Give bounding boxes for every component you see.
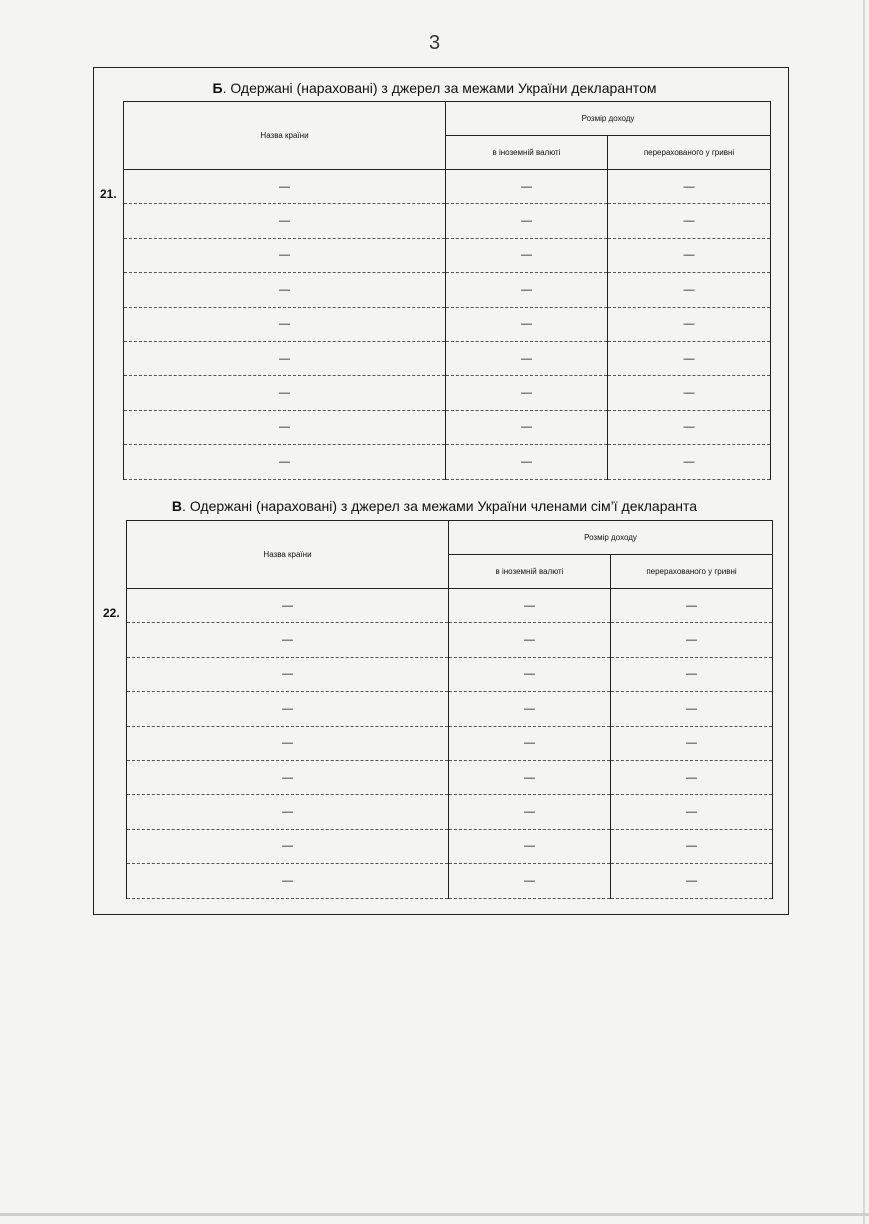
handwritten-dash: —	[524, 599, 535, 612]
handwritten-dash: —	[521, 352, 532, 365]
table-row	[127, 726, 773, 760]
handwritten-dash: —	[282, 599, 293, 612]
country-cell	[124, 445, 446, 479]
handwritten-dash: —	[282, 668, 293, 681]
table-row	[127, 589, 773, 623]
header-income-size: Розмір доходу	[446, 102, 771, 136]
section-b-letter: Б	[212, 80, 223, 96]
handwritten-dash: —	[279, 215, 290, 228]
table-row	[127, 795, 773, 829]
section-b-rows	[124, 170, 771, 480]
handwritten-dash: —	[683, 283, 695, 296]
country-cell	[127, 829, 449, 863]
handwritten-dash: —	[683, 421, 695, 434]
foreign-currency-cell	[446, 170, 608, 204]
foreign-currency-cell	[446, 410, 608, 444]
foreign-currency-cell	[446, 204, 608, 238]
handwritten-dash: —	[521, 318, 532, 331]
uah-cell	[608, 341, 771, 375]
uah-cell	[611, 795, 773, 829]
foreign-currency-cell	[449, 795, 611, 829]
foreign-currency-cell	[449, 692, 611, 726]
header-country: Назва країни	[127, 521, 449, 589]
table-row	[124, 170, 771, 204]
handwritten-dash: —	[524, 668, 535, 681]
uah-cell	[608, 445, 771, 479]
foreign-currency-cell	[449, 657, 611, 691]
uah-cell	[611, 589, 773, 623]
handwritten-dash: —	[683, 387, 695, 400]
section-v-rows	[127, 589, 773, 899]
section-b-table	[123, 101, 771, 480]
foreign-currency-cell	[446, 376, 608, 410]
handwritten-dash: —	[282, 702, 293, 715]
scan-edge	[863, 0, 865, 1224]
table-row	[124, 445, 771, 479]
handwritten-dash: —	[686, 599, 697, 612]
handwritten-dash: —	[521, 180, 532, 193]
uah-cell	[608, 238, 771, 272]
section-v-title	[0, 498, 869, 514]
foreign-currency-cell	[446, 238, 608, 272]
handwritten-dash: —	[282, 840, 293, 853]
foreign-currency-cell	[449, 623, 611, 657]
section-b-title	[0, 80, 869, 96]
header-foreign-currency: в іноземній валюті	[446, 136, 608, 170]
handwritten-dash: —	[683, 352, 695, 365]
handwritten-dash: —	[521, 215, 532, 228]
handwritten-dash: —	[521, 421, 532, 434]
uah-cell	[608, 273, 771, 307]
table-row	[124, 376, 771, 410]
section-v-letter: В	[171, 498, 183, 514]
handwritten-dash: —	[686, 634, 697, 647]
table-row	[124, 307, 771, 341]
handwritten-dash: —	[279, 180, 290, 193]
table-row	[127, 692, 773, 726]
handwritten-dash: —	[282, 737, 293, 750]
handwritten-dash: —	[282, 771, 293, 784]
uah-cell	[608, 170, 771, 204]
handwritten-dash: —	[282, 634, 293, 647]
country-cell	[127, 726, 449, 760]
uah-cell	[608, 204, 771, 238]
handwritten-dash: —	[683, 318, 695, 331]
handwritten-dash: —	[683, 215, 695, 228]
handwritten-dash: —	[686, 668, 697, 681]
handwritten-dash: —	[521, 387, 532, 400]
handwritten-dash: —	[524, 634, 535, 647]
header-uah: перерахованого у гривні	[608, 136, 771, 170]
handwritten-dash: —	[524, 737, 535, 750]
foreign-currency-cell	[449, 589, 611, 623]
handwritten-dash: —	[524, 771, 535, 784]
uah-cell	[611, 726, 773, 760]
country-cell	[127, 795, 449, 829]
handwritten-dash: —	[686, 771, 697, 784]
handwritten-dash: —	[279, 387, 290, 400]
table-row	[127, 657, 773, 691]
foreign-currency-cell	[446, 273, 608, 307]
country-cell	[127, 760, 449, 794]
handwritten-dash: —	[524, 840, 535, 853]
table-row	[127, 623, 773, 657]
country-cell	[127, 864, 449, 898]
foreign-currency-cell	[449, 829, 611, 863]
handwritten-dash: —	[279, 352, 290, 365]
handwritten-dash: —	[683, 180, 695, 193]
table-row	[124, 204, 771, 238]
handwritten-dash: —	[524, 874, 535, 887]
uah-cell	[608, 307, 771, 341]
handwritten-dash: —	[686, 702, 697, 715]
section-b-title-text: . Одержані (нараховані) з джерел за межами України декларантом	[222, 80, 657, 96]
uah-cell	[611, 760, 773, 794]
country-cell	[124, 238, 446, 272]
handwritten-dash: —	[279, 318, 290, 331]
uah-cell	[611, 623, 773, 657]
handwritten-dash: —	[279, 283, 290, 296]
handwritten-dash: —	[282, 806, 293, 819]
table-row	[127, 760, 773, 794]
section-v-table	[126, 520, 773, 899]
uah-cell	[608, 376, 771, 410]
country-cell	[127, 623, 449, 657]
handwritten-dash: —	[524, 702, 535, 715]
table-row	[124, 341, 771, 375]
country-cell	[124, 273, 446, 307]
handwritten-dash: —	[524, 806, 535, 819]
handwritten-dash: —	[521, 455, 532, 468]
country-cell	[124, 307, 446, 341]
header-foreign-currency: в іноземній валюті	[449, 555, 611, 589]
handwritten-dash: —	[282, 874, 293, 887]
header-uah: перерахованого у гривні	[611, 555, 773, 589]
uah-cell	[611, 692, 773, 726]
scan-bottom-edge	[0, 1213, 869, 1216]
handwritten-dash: —	[686, 840, 697, 853]
handwritten-dash: —	[686, 737, 697, 750]
country-cell	[124, 410, 446, 444]
country-cell	[127, 657, 449, 691]
section-v-title-text: . Одержані (нараховані) з джерел за межами України членами сім’ї декларанта	[182, 498, 698, 514]
foreign-currency-cell	[449, 760, 611, 794]
country-cell	[127, 589, 449, 623]
foreign-currency-cell	[446, 307, 608, 341]
foreign-currency-cell	[449, 726, 611, 760]
table-row	[127, 864, 773, 898]
handwritten-dash: —	[686, 874, 697, 887]
handwritten-dash: —	[279, 455, 290, 468]
uah-cell	[608, 410, 771, 444]
country-cell	[124, 376, 446, 410]
handwritten-dash: —	[521, 283, 532, 296]
handwritten-dash: —	[686, 806, 697, 819]
section-b-row-number: 21.	[100, 187, 117, 201]
foreign-currency-cell	[449, 864, 611, 898]
table-row	[124, 273, 771, 307]
country-cell	[124, 204, 446, 238]
table-row	[127, 829, 773, 863]
uah-cell	[611, 864, 773, 898]
foreign-currency-cell	[446, 445, 608, 479]
handwritten-dash: —	[279, 421, 290, 434]
table-row	[124, 410, 771, 444]
uah-cell	[611, 829, 773, 863]
country-cell	[124, 341, 446, 375]
country-cell	[124, 170, 446, 204]
table-row	[124, 238, 771, 272]
header-country: Назва країни	[124, 102, 446, 170]
page-number: 3	[428, 32, 441, 54]
header-income-size: Розмір доходу	[449, 521, 773, 555]
uah-cell	[611, 657, 773, 691]
handwritten-dash: —	[521, 249, 532, 262]
handwritten-dash: —	[279, 249, 290, 262]
foreign-currency-cell	[446, 341, 608, 375]
handwritten-dash: —	[683, 249, 695, 262]
country-cell	[127, 692, 449, 726]
section-v-row-number: 22.	[103, 606, 120, 620]
handwritten-dash: —	[683, 455, 695, 468]
